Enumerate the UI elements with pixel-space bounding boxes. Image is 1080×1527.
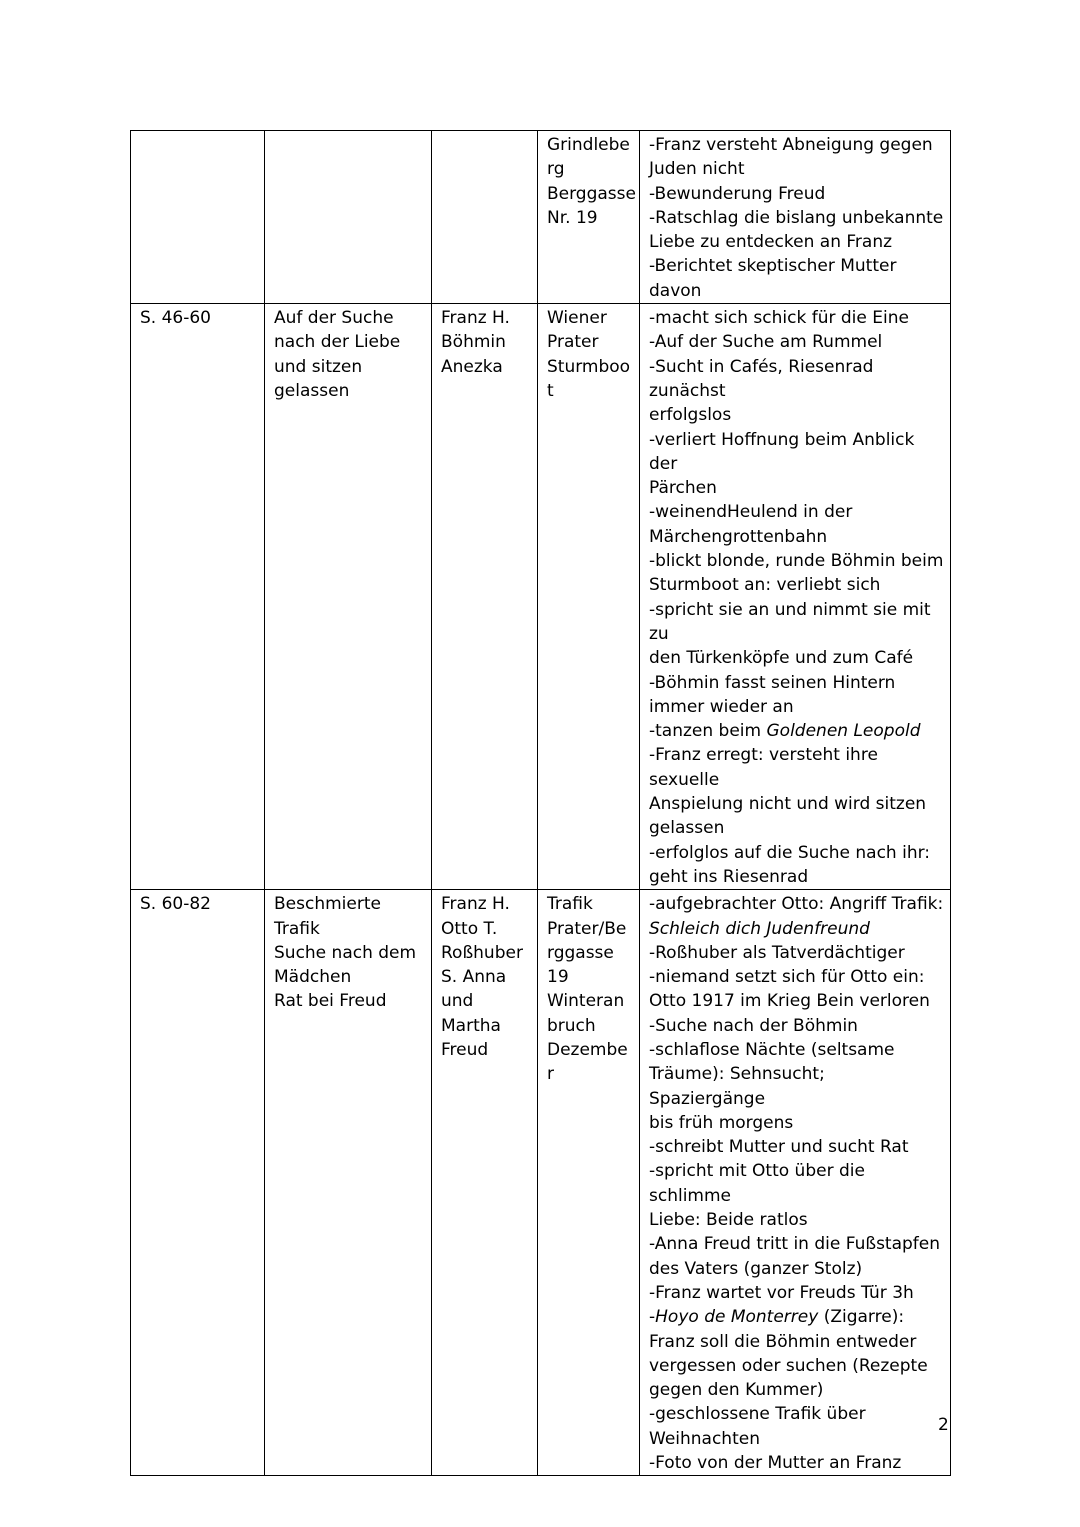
table-row [131,890,951,1476]
event-text: -weinendHeulend in der [649,502,853,523]
event-line [649,1427,944,1451]
event-text: -Suche nach der Böhmin [649,1015,858,1036]
event-text: Märchengrottenbahn [649,526,828,547]
cell-events [640,890,951,1476]
event-text: Otto 1917 im Krieg Bein verloren [649,991,930,1012]
event-line [649,917,944,941]
cell-line: t [547,380,554,401]
event-text: Träume): Sehnsucht; Spaziergänge [649,1064,825,1109]
cell-line: bruch [547,1015,596,1036]
event-text: (Zigarre): [818,1307,905,1328]
cell-events [640,131,951,304]
event-text: - [649,1307,656,1328]
cell-line: Trafik [274,918,320,939]
event-line [649,1330,944,1354]
cell-line: Martha [441,1015,501,1036]
event-line [649,428,944,477]
event-text: -geschlossene Trafik über [649,1404,866,1425]
table-row [131,131,951,304]
event-text: -niemand setzt sich für Otto ein: [649,967,925,988]
event-line [649,525,944,549]
event-text: -Böhmin fasst seinen Hintern [649,672,896,693]
cell-line: Otto T. [441,918,498,939]
event-line [649,133,944,157]
event-line [649,1135,944,1159]
pages-text: S. 46-60 [140,308,211,329]
event-text: -Franz wartet vor Freuds Tür 3h [649,1282,914,1303]
cell-line: Wiener [547,308,607,329]
event-text: -aufgebrachter Otto: Angriff Trafik: [649,894,944,915]
event-text: -tanzen beim [649,721,767,742]
event-line [649,1232,944,1256]
event-text: -Anna Freud tritt in die Fußstapfen [649,1234,941,1255]
cell-line: Beschmierte [274,894,381,915]
cell-pages [131,304,265,890]
cell-line: S. Anna [441,967,507,988]
cell-line: Grindlebe [547,135,630,155]
event-line [649,254,944,278]
cell-line: gelassen [274,380,350,401]
event-line [649,549,944,573]
cell-places [538,304,640,890]
event-text: erfolgslos [649,405,732,426]
summary-table-body [131,131,951,1476]
event-line [649,792,944,816]
event-line [649,989,944,1013]
cell-line: Franz H. [441,308,510,329]
event-text: Sturmboot an: verliebt sich [649,575,881,596]
event-line [649,1159,944,1208]
event-line [649,719,944,743]
cell-line: Rat bei Freud [274,991,387,1012]
cell-line: Prater [547,332,599,353]
event-text: -Foto von der Mutter an Franz [649,1453,902,1474]
event-text: -Roßhuber als Tatverdächtiger [649,942,905,963]
event-text: -Berichtet skeptischer Mutter [649,256,897,277]
event-line [649,279,944,303]
cell-line: rggasse [547,942,614,963]
cell-places [538,131,640,304]
event-line [649,1257,944,1281]
event-line [649,941,944,965]
event-line [649,1354,944,1378]
cell-line: und [441,991,474,1012]
event-text: -Franz versteht Abneigung gegen [649,135,933,155]
event-text: -verliert Hoffnung beim Anblick der [649,429,915,474]
event-line [649,695,944,719]
event-line [649,646,944,670]
event-line [649,892,944,916]
cell-line: Winteran [547,991,625,1012]
cell-line: Suche nach dem [274,942,417,963]
event-line [649,598,944,647]
event-text: -schlaflose Nächte (seltsame [649,1039,895,1060]
event-text: -blickt blonde, runde Böhmin beim [649,551,944,572]
event-text: gegen den Kummer) [649,1380,824,1401]
event-line [649,743,944,792]
event-line [649,573,944,597]
cell-title [265,890,432,1476]
event-line [649,1111,944,1135]
cell-line: nach der Liebe [274,332,401,353]
event-text: -Bewunderung Freud [649,183,826,204]
cell-characters [432,890,538,1476]
event-text: Juden nicht [649,159,745,180]
page-number: 2 [938,1415,949,1435]
event-line [649,1208,944,1232]
cell-characters [432,131,538,304]
event-text: vergessen oder suchen (Rezepte [649,1355,928,1376]
cell-line: Franz H. [441,894,510,915]
event-line [649,865,944,889]
cell-line: Trafik [547,894,593,915]
event-text: -spricht mit Otto über die schlimme [649,1161,865,1206]
event-line [649,1014,944,1038]
event-text: immer wieder an [649,696,794,717]
event-text: -schreibt Mutter und sucht Rat [649,1137,909,1158]
event-text: bis früh morgens [649,1112,794,1133]
event-line [649,965,944,989]
cell-title [265,131,432,304]
event-line [649,476,944,500]
cell-line: Sturmboo [547,356,631,377]
event-line [649,1305,944,1329]
cell-line: Roßhuber [441,942,523,963]
cell-places [538,890,640,1476]
cell-line: Berggasse [547,183,636,204]
cell-pages [131,131,265,304]
event-line [649,841,944,865]
event-text: des Vaters (ganzer Stolz) [649,1258,863,1279]
cell-line: Dezembe [547,1039,628,1060]
event-line [649,1402,944,1426]
event-line [649,182,944,206]
event-text: -Auf der Suche am Rummel [649,332,883,353]
cell-pages [131,890,265,1476]
pages-text: S. 60-82 [140,894,211,915]
cell-title [265,304,432,890]
event-text: davon [649,280,702,301]
cell-characters [432,304,538,890]
cell-events [640,304,951,890]
event-text: Weihnachten [649,1428,760,1449]
event-text: -spricht sie an und nimmt sie mit zu [649,599,931,644]
cell-line: rg [547,159,565,180]
event-line [649,1281,944,1305]
cell-line: Nr. 19 [547,207,598,228]
cell-line: Mädchen [274,967,352,988]
event-line [649,1451,944,1475]
event-text: Anspielung nicht und wird sitzen [649,794,927,815]
event-italic-text: Goldenen Leopold [766,721,921,742]
event-text: Liebe: Beide ratlos [649,1210,808,1231]
event-text: Franz soll die Böhmin entweder [649,1331,917,1352]
event-italic-text: Schleich dich Judenfreund [649,918,870,939]
event-line [649,1038,944,1062]
event-text: Pärchen [649,478,717,499]
cell-line: 19 [547,967,569,988]
event-line [649,230,944,254]
event-line [649,500,944,524]
event-text: -Ratschlag die bislang unbekannte [649,207,944,228]
event-text: gelassen [649,818,725,839]
event-line [649,206,944,230]
event-line [649,355,944,404]
cell-line: r [547,1064,554,1085]
event-text: geht ins Riesenrad [649,866,809,887]
cell-line: Freud [441,1039,489,1060]
summary-table [130,130,951,1476]
cell-line: Auf der Suche [274,308,394,329]
event-text: Liebe zu entdecken an Franz [649,232,893,253]
event-line [649,403,944,427]
cell-line: Prater/Be [547,918,627,939]
event-text: -Sucht in Cafés, Riesenrad zunächst [649,356,874,401]
event-line [649,306,944,330]
event-italic-text: Hoyo de Monterrey [655,1307,819,1328]
event-line [649,1378,944,1402]
event-line [649,1062,944,1111]
event-line [649,816,944,840]
event-line [649,330,944,354]
cell-line: Anezka [441,356,503,377]
event-text: -erfolglos auf die Suche nach ihr: [649,842,931,863]
table-row [131,304,951,890]
cell-line: und sitzen [274,356,363,377]
event-line [649,671,944,695]
event-text: -Franz erregt: versteht ihre sexuelle [649,745,878,790]
event-text: -macht sich schick für die Eine [649,308,909,329]
cell-line: Böhmin [441,332,506,353]
event-text: den Türkenköpfe und zum Café [649,648,914,669]
event-line [649,157,944,181]
